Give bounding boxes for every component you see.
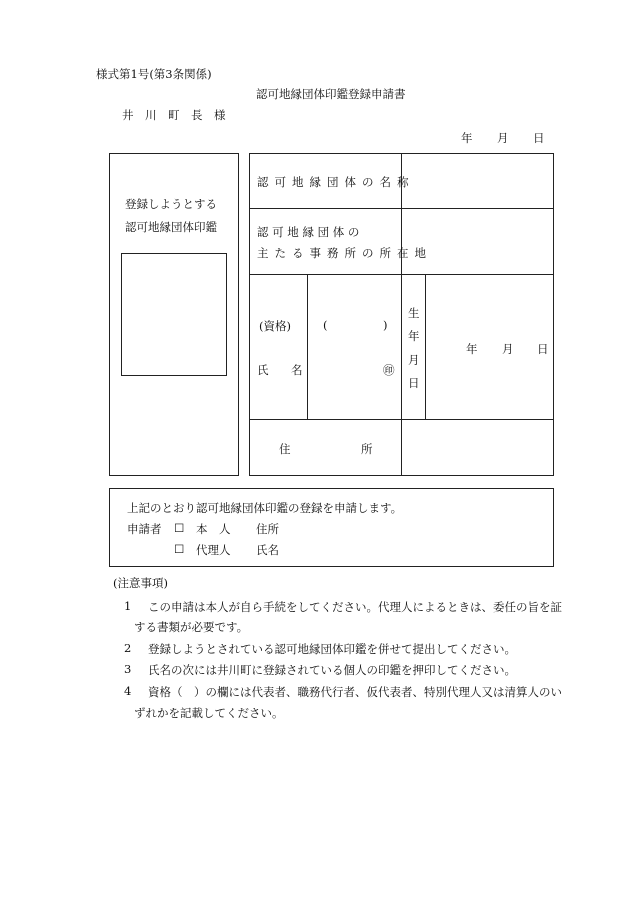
seal-label-line1: 登録しようとする <box>125 197 217 211</box>
birth-label-char-4: 日 <box>408 376 420 390</box>
header-date-year: 年 <box>461 131 473 145</box>
page-title: 認可地縁団体印鑑登録申請書 <box>256 87 406 101</box>
birth-label-char-3: 月 <box>408 353 420 367</box>
note-1-number: 1 <box>124 599 132 613</box>
qualification-label: (資格) <box>259 319 291 333</box>
birth-year: 年 <box>466 342 478 356</box>
address-label-right: 所 <box>361 442 373 456</box>
name-field-label: 氏名 <box>256 543 279 557</box>
note-3-number: 3 <box>124 662 132 676</box>
header-date-month: 月 <box>497 131 509 145</box>
agent-option: 代理人 <box>196 543 231 557</box>
birth-month: 月 <box>502 342 514 356</box>
address-field-label: 住所 <box>256 522 279 536</box>
principal-option: 本 人 <box>196 522 231 536</box>
address-value[interactable] <box>402 420 552 475</box>
notes-heading: (注意事項) <box>113 576 168 590</box>
form-number: 様式第1号(第3条関係) <box>96 67 212 81</box>
note-3-text: 氏名の次には井川町に登録されている個人の印鑑を押印してください。 <box>148 663 516 677</box>
seal-impression-box[interactable] <box>121 253 227 376</box>
note-4-text: 資格（ ）の欄には代表者、職務代行者、仮代表者、特別代理人又は清算人のい <box>148 685 562 699</box>
seal-label-line2: 認可地縁団体印鑑 <box>125 220 217 234</box>
birth-label-char-2: 年 <box>408 329 420 343</box>
seal-mark: ㊞ <box>383 363 395 377</box>
org-name-value[interactable] <box>402 154 552 207</box>
birth-day: 日 <box>537 342 549 356</box>
principal-checkbox[interactable]: ☐ <box>174 521 185 535</box>
application-statement: 上記のとおり認可地縁団体印鑑の登録を申請します。 <box>127 501 403 515</box>
birth-divider <box>425 274 426 419</box>
note-2-text: 登録しようとされている認可地縁団体印鑑を併せて提出してください。 <box>148 642 516 656</box>
note-4-number: 4 <box>124 684 132 698</box>
representative-divider <box>307 274 308 419</box>
birth-label-char-1: 生 <box>408 306 420 320</box>
office-label-line1: 認 可 地 縁 団 体 の <box>257 225 360 239</box>
qualification-paren-open: ( <box>323 318 328 332</box>
office-address-value[interactable] <box>402 209 552 273</box>
applicant-label: 申請者 <box>127 522 162 536</box>
address-label-left: 住 <box>279 442 291 456</box>
rep-name-label-right: 名 <box>291 363 303 377</box>
qualification-paren-close: ) <box>383 318 388 332</box>
header-date-day: 日 <box>533 131 545 145</box>
note-1-text-cont: する書類が必要です。 <box>134 620 249 634</box>
rep-name-label-left: 氏 <box>257 363 269 377</box>
note-2-number: 2 <box>124 641 132 655</box>
office-label-line2: 主たる事務所の所在地 <box>257 246 432 260</box>
org-name-label: 認可地縁団体の名称 <box>257 175 415 189</box>
note-4-text-cont: ずれかを記載してください。 <box>134 706 284 720</box>
note-1-text: この申請は本人が自ら手続をしてください。代理人によるときは、委任の旨を証 <box>148 600 562 614</box>
agent-checkbox[interactable]: ☐ <box>174 542 185 556</box>
addressee: 井 川 町 長 様 <box>122 108 226 122</box>
